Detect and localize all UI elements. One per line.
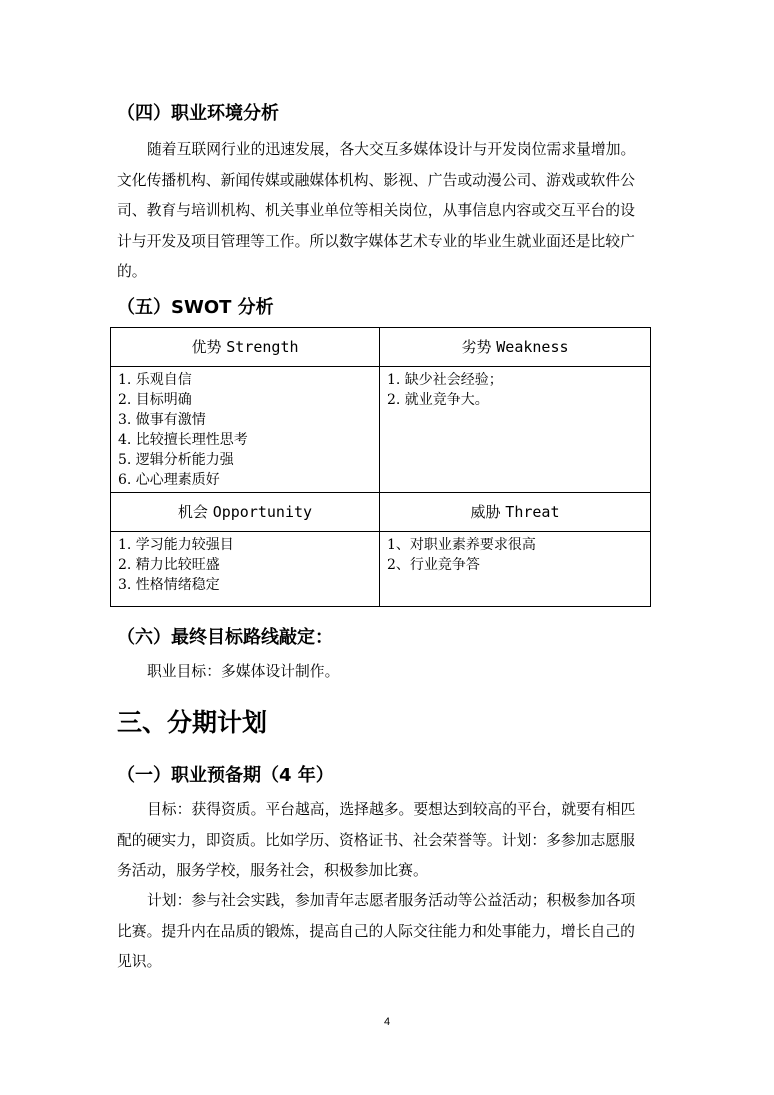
section-title-preparation-period: （一）职业预备期（4 年） [117,765,334,786]
strength-item: 3. 做事有激情 [118,412,206,428]
threat-label-cn: 威胁 [470,503,501,521]
swot-table [110,327,651,607]
swot-weakness-cell [380,367,651,493]
weakness-label-en: Weakness [496,338,569,356]
swot-opportunity-header [111,493,380,532]
paragraph-line: 计与开发及项目管理等工作。所以数字媒体艺术专业的毕业生就业面还是比较广 [117,232,635,250]
strength-label-cn: 优势 [191,338,222,356]
swot-threat-cell [380,532,651,607]
strength-item: 4. 比较擅长理性思考 [118,432,248,448]
paragraph-line: 司、教育与培训机构、机关事业单位等相关岗位，从事信息内容或交互平台的设 [117,202,635,219]
threat-list [380,532,650,577]
paragraph-line: 比赛。提升内在品质的锻炼，提高自己的人际交往能力和处事能力，增长自己的 [117,922,635,940]
opportunity-list [111,532,379,597]
opportunity-item: 1. 学习能力较强目 [118,537,234,553]
swot-weakness-header [380,328,651,367]
career-environment-paragraph [117,135,662,288]
weakness-item: 1. 缺少社会经验； [387,372,503,388]
opportunity-label-en: Opportunity [212,503,313,521]
weakness-list [380,367,650,412]
strength-item: 2. 目标明确 [118,392,192,408]
strength-item: 5. 逻辑分析能力强 [118,452,234,468]
section-title-final-goal: （六）最终目标路线敲定： [117,627,333,648]
section-title-swot: （五）SWOT 分析 [117,297,274,318]
threat-item: 2、行业竞争答 [387,557,480,573]
page-number: 4 [383,1016,391,1028]
paragraph-line: 务活动，服务学校，服务社会，积极参加比赛。 [117,862,428,879]
threat-item: 1、对职业素养要求很高 [387,537,536,553]
threat-label-en: Threat [505,503,560,521]
strength-list [111,367,379,492]
paragraph-line: 的。 [117,263,147,280]
preparation-goal-paragraph [117,795,662,887]
strength-label-en: Strength [226,338,299,356]
weakness-label-cn: 劣势 [461,338,492,356]
paragraph-line: 配的硬实力，即资质。比如学历、资格证书、社会荣誉等。计划：多参加志愿服 [117,831,635,849]
swot-opportunity-cell [111,532,380,607]
paragraph-line: 目标：获得资质。平台越高，选择越多。要想达到较高的平台，就要有相匹 [147,801,636,818]
swot-strength-cell [111,367,380,493]
opportunity-item: 2. 精力比较旺盛 [118,557,220,573]
paragraph-line: 随着互联网行业的迅速发展，各大交互多媒体设计与开发岗位需求量增加。 [147,141,636,158]
weakness-item: 2. 就业竞争大。 [387,392,489,408]
paragraph-line: 职业目标：多媒体设计制作。 [147,663,340,680]
opportunity-item: 3. 性格情绪稳定 [118,577,220,593]
paragraph-line: 计划：参与社会实践，参加青年志愿者服务活动等公益活动；积极参加各项 [147,892,636,909]
section-title-career-environment: （四）职业环境分析 [117,103,279,124]
paragraph-line: 见识。 [117,953,162,970]
swot-strength-header [111,328,380,367]
strength-item: 6. 心心理素质好 [118,472,220,488]
part-title-phased-plan: 三、分期计划 [117,708,268,737]
final-goal-paragraph [117,657,662,688]
opportunity-label-cn: 机会 [177,503,208,521]
swot-threat-header [380,493,651,532]
paragraph-line: 文化传播机构、新闻传媒或融媒体机构、影视、广告或动漫公司、游戏或软件公 [117,171,635,189]
preparation-plan-paragraph [117,886,662,978]
strength-item: 1. 乐观自信 [118,372,192,388]
